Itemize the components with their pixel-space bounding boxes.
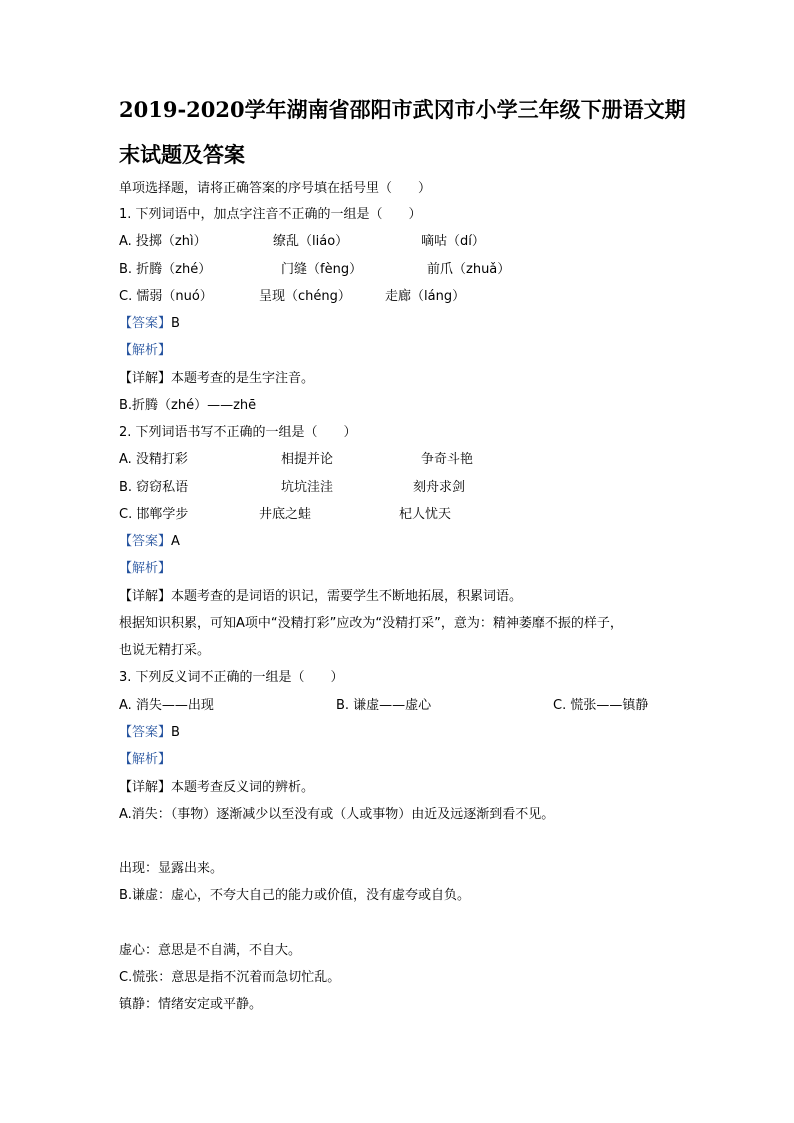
q3-detail-text: 本题考查反义词的辨析。: [171, 780, 315, 795]
q2-option-a-1: A. 没精打彩: [119, 452, 188, 467]
q2-option-a-2: 相提并论: [281, 452, 334, 467]
q1-option-a-2: 缭乱（liáo）: [273, 234, 349, 249]
instruction-text: 单项选择题，请将正确答案的序号填在括号里（ ）: [119, 181, 432, 196]
q2-analysis-tag: 【解析】: [119, 561, 172, 576]
q2-answer-value: A: [171, 534, 180, 549]
q1-option-b-1: B. 折腾（zhé）: [119, 262, 212, 277]
q1-answer: [119, 316, 180, 332]
q2-detail: [119, 589, 522, 605]
answer-tag: 【答案】: [119, 725, 172, 740]
q2-option-b-2: 坑坑洼洼: [281, 480, 334, 495]
q3-analysis-tag: 【解析】: [119, 752, 172, 767]
q1-option-a-3: 嘀咕（dí）: [421, 234, 485, 249]
q1-option-a-1: A. 投掷（zhì）: [119, 234, 207, 249]
q3-answer: [119, 725, 180, 741]
q3-explain-line-4: 虚心：意思是不自满，不自大。: [119, 943, 302, 958]
q1-detail: [119, 371, 314, 387]
detail-tag: 【详解】: [119, 780, 172, 795]
q2-option-b-1: B. 窃窃私语: [119, 480, 189, 495]
q1-option-b-3: 前爪（zhuǎ）: [427, 262, 511, 277]
q2-option-c-2: 井底之蛙: [259, 507, 312, 522]
q1-option-c-1: C. 懦弱（nuó）: [119, 289, 213, 304]
q1-stem: 1. 下列词语中，加点字注音不正确的一组是（ ）: [119, 207, 422, 222]
q3-explain-line-1: A.消失：（事物）逐渐减少以至没有或（人或事物）由近及远逐渐到看不见。: [119, 807, 555, 822]
answer-tag: 【答案】: [119, 316, 172, 331]
q1-option-b-2: 门缝（fèng）: [281, 262, 363, 277]
q3-option-c: C. 慌张——镇静: [553, 698, 649, 713]
detail-tag: 【详解】: [119, 371, 172, 386]
q3-option-b: B. 谦虚——虚心: [336, 698, 432, 713]
q2-option-a-3: 争奇斗艳: [421, 452, 474, 467]
q2-option-c-3: 杞人忧天: [399, 507, 452, 522]
q3-detail: [119, 780, 314, 796]
detail-tag: 【详解】: [119, 589, 172, 604]
q3-explain-line-5: C.慌张：意思是指不沉着而急切忙乱。: [119, 970, 341, 985]
q1-option-c-2: 呈现（chéng）: [259, 289, 351, 304]
q3-explain-line-3: B.谦虚：虚心，不夸大自己的能力或价值，没有虚夸或自负。: [119, 888, 471, 903]
q3-explain-line-2: 出现：显露出来。: [119, 861, 224, 876]
q3-option-a: A. 消失——出现: [119, 698, 214, 713]
q1-detail-text: 本题考查的是生字注音。: [171, 371, 315, 386]
document-title-line-2: 末试题及答案: [119, 142, 245, 167]
q2-note-line-2: 也说无精打采。: [119, 643, 211, 658]
q3-explain-line-6: 镇静：情绪安定或平静。: [119, 997, 263, 1012]
q1-answer-value: B: [171, 316, 180, 331]
q2-stem: 2. 下列词语书写不正确的一组是（ ）: [119, 425, 357, 440]
q1-note: B.折腾（zhé）——zhē: [119, 398, 257, 413]
document-title-line-1: 2019-2020学年湖南省邵阳市武冈市小学三年级下册语文期: [119, 97, 686, 122]
q3-stem: 3. 下列反义词不正确的一组是（ ）: [119, 670, 344, 685]
q1-option-c-3: 走廊（láng）: [385, 289, 466, 304]
q2-option-b-3: 刻舟求剑: [413, 480, 466, 495]
q2-note-line-1: 根据知识积累，可知A项中“没精打彩”应改为“没精打采”，意为：精神萎靡不振的样子，: [119, 616, 623, 631]
answer-tag: 【答案】: [119, 534, 172, 549]
q2-detail-text: 本题考查的是词语的识记，需要学生不断地拓展，积累词语。: [171, 589, 523, 604]
q2-answer: [119, 534, 180, 550]
q2-option-c-1: C. 邯郸学步: [119, 507, 189, 522]
q1-analysis-tag: 【解析】: [119, 343, 172, 358]
q3-answer-value: B: [171, 725, 180, 740]
